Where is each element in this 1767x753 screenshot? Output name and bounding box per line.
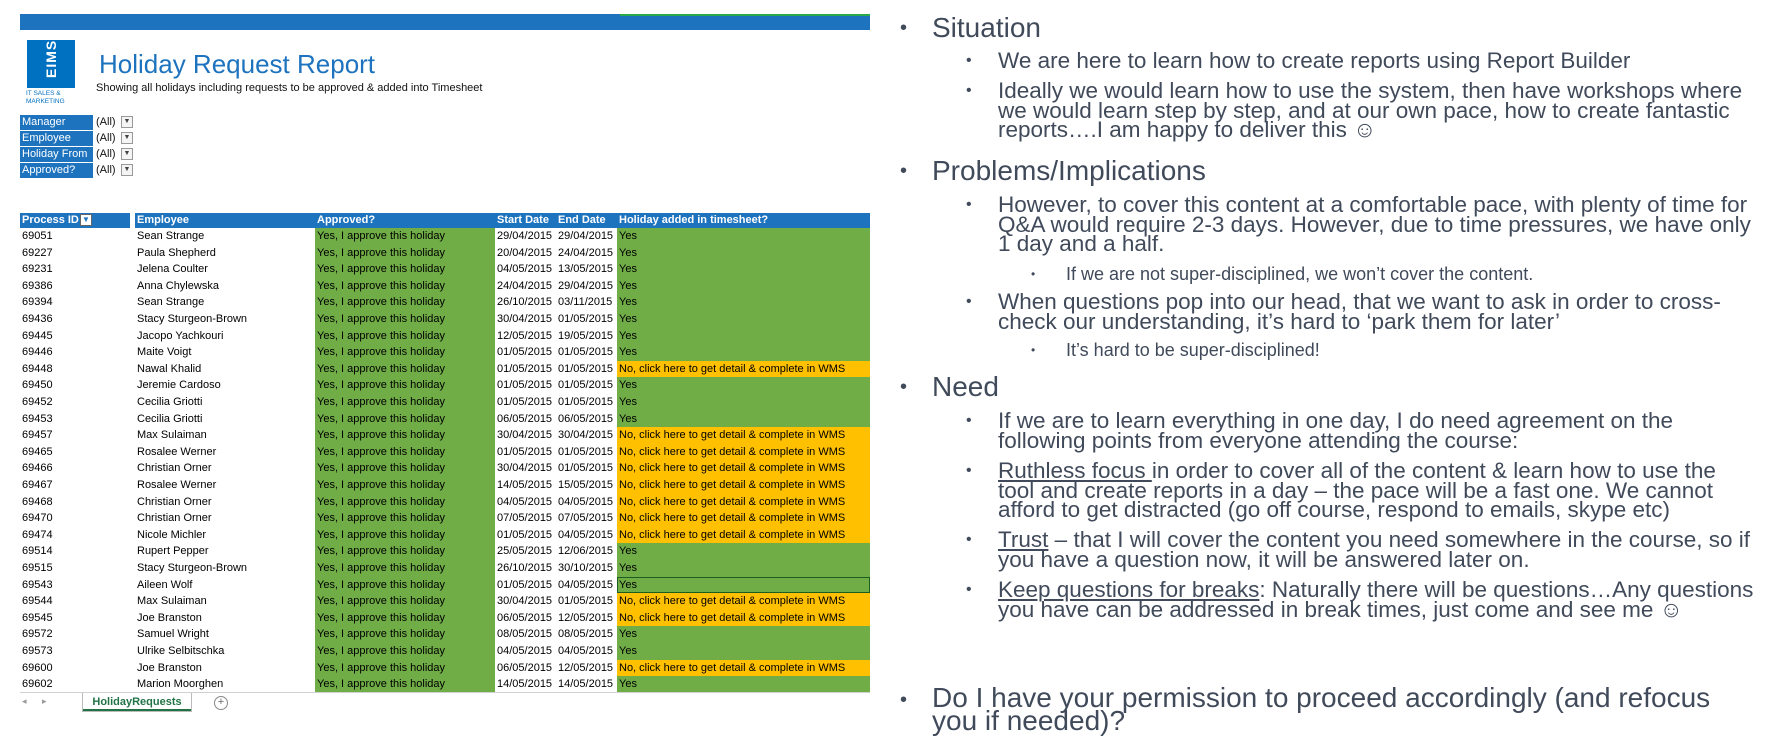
cell-employee[interactable]: Sean Strange [137, 296, 205, 309]
cell-start-date[interactable]: 04/05/2015 [497, 263, 553, 276]
filter-value: (All) [96, 148, 116, 160]
bullet-marker: • [966, 293, 972, 310]
bullet-text [998, 458, 1758, 522]
cell-process-id[interactable]: 69543 [22, 578, 53, 591]
bullet-text: However, to cover this content at a comfortable pace, with plenty of time for Q&A would require 2-3 days. However, due to time pressures, we have only 1 day and a half. [998, 192, 1751, 256]
cell-start-date[interactable]: 14/05/2015 [497, 678, 553, 691]
bullet-marker: • [1031, 267, 1036, 281]
column-header-label: Process ID [22, 214, 79, 226]
cell-holiday-added[interactable]: No, click here to get detail & complete in WMS [617, 494, 870, 511]
cell-process-id[interactable]: 69545 [22, 611, 53, 624]
cell-start-date[interactable]: 30/04/2015 [497, 313, 553, 325]
bullet-marker: • [966, 412, 972, 429]
logo-text: EIMS [43, 39, 59, 78]
cell-end-date[interactable]: 04/05/2015 [558, 578, 614, 591]
bullet-emphasis: Trust [998, 527, 1049, 552]
cell-process-id[interactable]: 69450 [22, 379, 53, 392]
company-logo [27, 40, 75, 88]
cell-end-date[interactable]: 12/05/2015 [558, 611, 614, 624]
report-subtitle: Showing all holidays including requests to be approved & added into Timesheet [96, 82, 483, 94]
bullet-text: Need [932, 371, 999, 402]
filter-dropdown-icon[interactable]: ▼ [121, 116, 133, 128]
cell-approved[interactable]: Yes, I approve this holiday [315, 676, 495, 693]
cell-approved[interactable]: Yes, I approve this holiday [315, 577, 495, 594]
cell-employee[interactable]: Christian Orner [137, 512, 212, 525]
cell-approved[interactable]: Yes, I approve this holiday [315, 328, 495, 345]
filter-dropdown-icon[interactable]: ▼ [121, 164, 133, 176]
cell-start-date[interactable]: 26/10/2015 [497, 296, 553, 309]
cell-start-date[interactable]: 24/04/2015 [497, 279, 553, 292]
cell-process-id[interactable]: 69467 [22, 479, 53, 491]
cell-end-date[interactable]: 07/05/2015 [558, 512, 614, 525]
cell-end-date[interactable]: 29/04/2015 [558, 230, 614, 242]
cell-holiday-added[interactable]: Yes [617, 577, 870, 594]
cell-approved[interactable]: Yes, I approve this holiday [315, 593, 495, 610]
cell-approved[interactable]: Yes, I approve this holiday [315, 610, 495, 627]
cell-start-date[interactable]: 12/05/2015 [497, 329, 553, 342]
cell-approved[interactable]: Yes, I approve this holiday [315, 427, 495, 444]
cell-end-date[interactable]: 01/05/2015 [558, 595, 614, 608]
cell-process-id[interactable]: 69600 [22, 661, 53, 674]
column-header-approved[interactable]: Approved? [315, 213, 495, 228]
cell-end-date[interactable]: 01/05/2015 [558, 362, 614, 375]
add-sheet-icon[interactable]: + [214, 696, 228, 710]
table-row[interactable] [20, 278, 870, 295]
table-row[interactable] [20, 228, 870, 245]
cell-approved[interactable]: Yes, I approve this holiday [315, 361, 495, 378]
bullet-text: Situation [932, 12, 1041, 43]
bullet-marker: • [900, 689, 908, 711]
cell-holiday-added[interactable]: Yes [617, 377, 870, 394]
bullet-text [998, 577, 1758, 622]
cell-holiday-added[interactable]: Yes [617, 626, 870, 643]
report-title: Holiday Request Report [99, 49, 376, 79]
cell-end-date[interactable]: 30/10/2015 [558, 562, 614, 574]
cell-holiday-added[interactable]: Yes [617, 294, 870, 311]
filter-value: (All) [96, 164, 116, 176]
cell-end-date[interactable]: 04/05/2015 [558, 645, 614, 657]
cell-holiday-added[interactable]: No, click here to get detail & complete in WMS [617, 510, 870, 527]
next-sheet-icon[interactable]: ▸ [42, 696, 47, 706]
cell-end-date[interactable]: 12/05/2015 [558, 661, 614, 674]
table-row[interactable] [20, 643, 870, 660]
table-row[interactable] [20, 311, 870, 328]
filter-dropdown-icon[interactable]: ▼ [121, 148, 133, 160]
cell-employee[interactable]: Jeremie Cardoso [137, 379, 221, 392]
cell-holiday-added[interactable]: Yes [617, 245, 870, 262]
cell-holiday-added[interactable]: Yes [617, 560, 870, 577]
cell-end-date[interactable]: 12/06/2015 [558, 545, 614, 558]
table-row[interactable] [20, 294, 870, 311]
cell-employee[interactable]: Stacy Sturgeon-Brown [137, 562, 248, 574]
cell-employee[interactable]: Maite Voigt [137, 346, 192, 359]
cell-start-date[interactable]: 01/05/2015 [497, 379, 553, 392]
cell-process-id[interactable]: 69446 [22, 346, 53, 359]
cell-end-date[interactable]: 06/05/2015 [558, 412, 614, 425]
cell-process-id[interactable]: 69573 [22, 645, 53, 657]
bullet-text: Do I have your permission to proceed accordingly (and refocus you if needed)? [932, 682, 1711, 736]
cell-process-id[interactable]: 69457 [22, 429, 53, 442]
logo-subtitle-line-1: IT SALES & [26, 90, 61, 97]
cell-process-id[interactable]: 69544 [22, 595, 53, 608]
table-row[interactable] [20, 444, 870, 461]
cell-holiday-added[interactable]: Yes [617, 278, 870, 295]
cell-employee[interactable]: Rosalee Werner [137, 479, 217, 491]
cell-employee[interactable]: Max Sulaiman [137, 595, 207, 608]
cell-process-id[interactable]: 69445 [22, 329, 53, 342]
cell-start-date[interactable]: 06/05/2015 [497, 661, 553, 674]
filter-label: Approved? [20, 163, 93, 178]
cell-approved[interactable]: Yes, I approve this holiday [315, 477, 495, 494]
table-row[interactable] [20, 577, 870, 594]
cell-approved[interactable]: Yes, I approve this holiday [315, 643, 495, 660]
cell-process-id[interactable]: 69051 [22, 230, 53, 242]
cell-start-date[interactable]: 06/05/2015 [497, 611, 553, 624]
cell-employee[interactable]: Ulrike Selbitschka [137, 645, 225, 657]
bullet-marker: • [966, 462, 972, 479]
cell-process-id[interactable]: 69515 [22, 562, 53, 574]
column-header-holiday-added[interactable]: Holiday added in timesheet? [617, 213, 870, 228]
bullet-marker: • [966, 581, 972, 598]
cell-employee[interactable]: Nawal Khalid [137, 362, 202, 375]
cell-start-date[interactable]: 07/05/2015 [497, 512, 553, 525]
table-row[interactable] [20, 261, 870, 278]
cell-end-date[interactable]: 15/05/2015 [558, 479, 614, 491]
column-header-end-date[interactable]: End Date [556, 213, 617, 228]
previous-sheet-icon[interactable]: ◂ [22, 696, 27, 706]
table-row[interactable] [20, 543, 870, 560]
bullet-rest: – that I will cover the content you need somewhere in the course, so if you have a question now, it will be answered later on. [998, 527, 1751, 572]
cell-end-date[interactable]: 30/04/2015 [558, 429, 614, 442]
filter-label: Holiday From [20, 147, 93, 162]
cell-holiday-added[interactable]: Yes [617, 311, 870, 328]
table-row[interactable] [20, 676, 870, 693]
logo-subtitle-line-2: MARKETING [26, 98, 65, 105]
cell-approved[interactable]: Yes, I approve this holiday [315, 344, 495, 361]
cell-process-id[interactable]: 69465 [22, 445, 53, 458]
cell-start-date[interactable]: 30/04/2015 [497, 429, 553, 442]
cell-holiday-added[interactable]: Yes [617, 344, 870, 361]
bullet-rest: : Naturally there will be questions…Any questions you have can be addressed in break times, just come and see me ☺ [998, 577, 1754, 622]
cell-holiday-added[interactable]: No, click here to get detail & complete in WMS [617, 444, 870, 461]
cell-approved[interactable]: Yes, I approve this holiday [315, 494, 495, 511]
cell-employee[interactable]: Max Sulaiman [137, 429, 207, 442]
bullet-marker: • [966, 196, 972, 213]
cell-end-date[interactable]: 14/05/2015 [558, 678, 614, 691]
cell-end-date[interactable]: 24/04/2015 [558, 246, 614, 259]
cell-employee[interactable]: Joe Branston [137, 661, 202, 674]
cell-employee[interactable]: Jelena Coulter [137, 263, 208, 276]
cell-employee[interactable]: Cecilia Griotti [137, 396, 203, 408]
cell-approved[interactable]: Yes, I approve this holiday [315, 543, 495, 560]
cell-employee[interactable]: Christian Orner [137, 462, 212, 475]
slide-bullet-panel [890, 0, 1767, 753]
cell-employee[interactable]: Paula Shepherd [137, 246, 216, 259]
report-top-bar [20, 14, 870, 30]
cell-process-id[interactable]: 69394 [22, 296, 53, 309]
bullet-text: When questions pop into our head, that we want to ask in order to cross-check our understanding, it’s hard to ‘park them for later’ [998, 289, 1721, 334]
cell-approved[interactable]: Yes, I approve this holiday [315, 261, 495, 278]
cell-employee[interactable]: Sean Strange [137, 230, 205, 242]
cell-holiday-added[interactable]: No, click here to get detail & complete in WMS [617, 610, 870, 627]
cell-start-date[interactable]: 01/05/2015 [497, 445, 553, 458]
cell-employee[interactable]: Cecilia Griotti [137, 412, 203, 425]
cell-approved[interactable]: Yes, I approve this holiday [315, 411, 495, 428]
table-row[interactable] [20, 560, 870, 577]
cell-holiday-added[interactable]: No, click here to get detail & complete in WMS [617, 427, 870, 444]
cell-approved[interactable]: Yes, I approve this holiday [315, 460, 495, 477]
cell-process-id[interactable]: 69572 [22, 628, 53, 641]
column-header-process-id[interactable] [20, 213, 130, 228]
cell-employee[interactable]: Stacy Sturgeon-Brown [137, 313, 248, 325]
cell-end-date[interactable]: 01/05/2015 [558, 462, 614, 475]
table-row[interactable] [20, 660, 870, 677]
column-header-start-date[interactable]: Start Date [495, 213, 556, 228]
sheet-tab-holidayrequests[interactable]: HolidayRequests [82, 693, 192, 712]
table-row[interactable] [20, 510, 870, 527]
cell-holiday-added[interactable]: No, click here to get detail & complete in WMS [617, 460, 870, 477]
table-row[interactable] [20, 377, 870, 394]
cell-process-id[interactable]: 69231 [22, 263, 53, 276]
table-row[interactable] [20, 460, 870, 477]
cell-approved[interactable]: Yes, I approve this holiday [315, 278, 495, 295]
cell-end-date[interactable]: 01/05/2015 [558, 396, 614, 408]
cell-end-date[interactable]: 01/05/2015 [558, 313, 614, 325]
cell-holiday-added[interactable]: Yes [617, 261, 870, 278]
cell-start-date[interactable]: 01/05/2015 [497, 362, 553, 375]
cell-employee[interactable]: Jacopo Yachkouri [137, 329, 224, 342]
cell-approved[interactable]: Yes, I approve this holiday [315, 444, 495, 461]
cell-start-date[interactable]: 01/05/2015 [497, 346, 553, 359]
cell-start-date[interactable]: 30/04/2015 [497, 595, 553, 608]
column-filter-icon[interactable]: ▼ [80, 214, 92, 226]
cell-start-date[interactable]: 29/04/2015 [497, 230, 553, 242]
cell-holiday-added[interactable]: Yes [617, 328, 870, 345]
cell-end-date[interactable]: 04/05/2015 [558, 528, 614, 541]
cell-employee[interactable]: Rupert Pepper [137, 545, 209, 558]
cell-process-id[interactable]: 69448 [22, 362, 53, 375]
bullet-text: If we are to learn everything in one day, I do need agreement on the following points from everyone attending the course: [998, 408, 1674, 453]
cell-approved[interactable]: Yes, I approve this holiday [315, 294, 495, 311]
cell-end-date[interactable]: 03/11/2015 [558, 296, 613, 309]
cell-end-date[interactable]: 01/05/2015 [558, 346, 614, 359]
bullet-text [998, 527, 1758, 572]
cell-start-date[interactable]: 06/05/2015 [497, 412, 553, 425]
cell-employee[interactable]: Nicole Michler [137, 528, 207, 541]
cell-start-date[interactable]: 14/05/2015 [497, 479, 553, 491]
bullet-emphasis: Ruthless focus [998, 458, 1152, 483]
table-row[interactable] [20, 328, 870, 345]
bullet-marker: • [900, 376, 908, 398]
table-row[interactable] [20, 344, 870, 361]
cell-process-id[interactable]: 69386 [22, 279, 53, 292]
cell-start-date[interactable]: 30/04/2015 [497, 462, 553, 475]
table-row[interactable] [20, 610, 870, 627]
cell-process-id[interactable]: 69474 [22, 528, 53, 541]
table-row[interactable] [20, 626, 870, 643]
cell-holiday-added[interactable]: Yes [617, 643, 870, 660]
filter-label: Manager [20, 115, 93, 130]
bullet-marker: • [900, 160, 908, 182]
cell-holiday-added[interactable]: No, click here to get detail & complete in WMS [617, 593, 870, 610]
bullet-marker: • [1031, 343, 1036, 357]
cell-holiday-added[interactable]: Yes [617, 228, 870, 245]
cell-holiday-added[interactable]: No, click here to get detail & complete in WMS [617, 361, 870, 378]
cell-start-date[interactable]: 01/05/2015 [497, 578, 553, 591]
cell-end-date[interactable]: 01/05/2015 [558, 379, 614, 392]
cell-approved[interactable]: Yes, I approve this holiday [315, 228, 495, 245]
bullet-text: Ideally we would learn how to use the system, then have workshops where we would learn step by step, and at our own pace, how to create fantastic reports….I am happy to deliver this ☺ [998, 78, 1743, 142]
cell-employee[interactable]: Rosalee Werner [137, 445, 217, 458]
cell-holiday-added[interactable]: No, click here to get detail & complete in WMS [617, 660, 870, 677]
cell-approved[interactable]: Yes, I approve this holiday [315, 311, 495, 328]
spreadsheet-panel [20, 14, 870, 713]
filter-value: (All) [96, 116, 116, 128]
cell-end-date[interactable]: 13/05/2015 [558, 263, 614, 276]
cell-approved[interactable]: Yes, I approve this holiday [315, 560, 495, 577]
cell-employee[interactable]: Aileen Wolf [137, 578, 193, 591]
cell-holiday-added[interactable]: Yes [617, 676, 870, 693]
column-header-employee[interactable]: Employee [135, 213, 315, 228]
cell-process-id[interactable]: 69436 [22, 313, 53, 325]
table-row[interactable] [20, 527, 870, 544]
table-row[interactable] [20, 427, 870, 444]
cell-approved[interactable]: Yes, I approve this holiday [315, 245, 495, 262]
cell-start-date[interactable]: 08/05/2015 [497, 628, 553, 641]
cell-process-id[interactable]: 69452 [22, 396, 53, 408]
cell-process-id[interactable]: 69227 [22, 246, 53, 259]
cell-start-date[interactable]: 04/05/2015 [497, 495, 553, 508]
cell-start-date[interactable]: 26/10/2015 [497, 562, 553, 574]
cell-holiday-added[interactable]: No, click here to get detail & complete in WMS [617, 477, 870, 494]
table-row[interactable] [20, 361, 870, 378]
cell-end-date[interactable]: 08/05/2015 [558, 628, 614, 641]
cell-process-id[interactable]: 69514 [22, 545, 53, 558]
table-row[interactable] [20, 245, 870, 262]
filter-label: Employee [20, 131, 93, 146]
cell-employee[interactable]: Christian Orner [137, 495, 212, 508]
bullet-marker: • [966, 82, 972, 99]
bullet-marker: • [966, 52, 972, 69]
cell-holiday-added[interactable]: No, click here to get detail & complete in WMS [617, 527, 870, 544]
cell-end-date[interactable]: 04/05/2015 [558, 495, 614, 508]
bullet-text: It’s hard to be super-disciplined! [1066, 340, 1320, 360]
cell-process-id[interactable]: 69602 [22, 678, 53, 691]
cell-approved[interactable]: Yes, I approve this holiday [315, 377, 495, 394]
cell-start-date[interactable]: 25/05/2015 [497, 545, 553, 558]
cell-holiday-added[interactable]: Yes [617, 543, 870, 560]
cell-process-id[interactable]: 69466 [22, 462, 53, 475]
report-top-bar-accent [620, 14, 870, 16]
cell-employee[interactable]: Marion Moorghen [137, 678, 224, 691]
bullet-marker: • [900, 17, 908, 39]
cell-approved[interactable]: Yes, I approve this holiday [315, 626, 495, 643]
filter-value: (All) [96, 132, 116, 144]
cell-holiday-added[interactable]: Yes [617, 411, 870, 428]
table-row[interactable] [20, 411, 870, 428]
table-row[interactable] [20, 477, 870, 494]
bullet-rest: in order to cover all of the content & learn how to use the tool and create reports in a day – the pace will be a fast one. We cannot afford to get distracted (go off course, respond to emails, skype etc) [998, 458, 1716, 522]
cell-end-date[interactable]: 19/05/2015 [558, 329, 614, 342]
filter-dropdown-icon[interactable]: ▼ [121, 132, 133, 144]
bullet-text: We are here to learn how to create reports using Report Builder [998, 48, 1631, 73]
cell-process-id[interactable]: 69468 [22, 495, 53, 508]
bullet-marker: • [966, 531, 972, 548]
table-row[interactable] [20, 394, 870, 411]
cell-start-date[interactable]: 20/04/2015 [497, 246, 553, 259]
bullet-emphasis: Keep questions for breaks [998, 577, 1260, 602]
cell-holiday-added[interactable]: Yes [617, 394, 870, 411]
table-row[interactable] [20, 494, 870, 511]
cell-employee[interactable]: Anna Chylewska [137, 279, 219, 292]
table-row[interactable] [20, 593, 870, 610]
cell-approved[interactable]: Yes, I approve this holiday [315, 394, 495, 411]
cell-approved[interactable]: Yes, I approve this holiday [315, 510, 495, 527]
cell-employee[interactable]: Joe Branston [137, 611, 202, 624]
cell-end-date[interactable]: 29/04/2015 [558, 279, 614, 292]
sheet-tab-bar [20, 692, 870, 713]
cell-process-id[interactable]: 69470 [22, 512, 53, 525]
cell-end-date[interactable]: 01/05/2015 [558, 445, 614, 458]
cell-start-date[interactable]: 01/05/2015 [497, 396, 553, 408]
bullet-text: Problems/Implications [932, 155, 1206, 186]
cell-start-date[interactable]: 01/05/2015 [497, 528, 553, 541]
cell-process-id[interactable]: 69453 [22, 412, 53, 425]
cell-employee[interactable]: Samuel Wright [137, 628, 209, 641]
cell-approved[interactable]: Yes, I approve this holiday [315, 660, 495, 677]
cell-start-date[interactable]: 04/05/2015 [497, 645, 553, 657]
cell-approved[interactable]: Yes, I approve this holiday [315, 527, 495, 544]
bullet-text: If we are not super-disciplined, we won’t cover the content. [1066, 264, 1534, 284]
